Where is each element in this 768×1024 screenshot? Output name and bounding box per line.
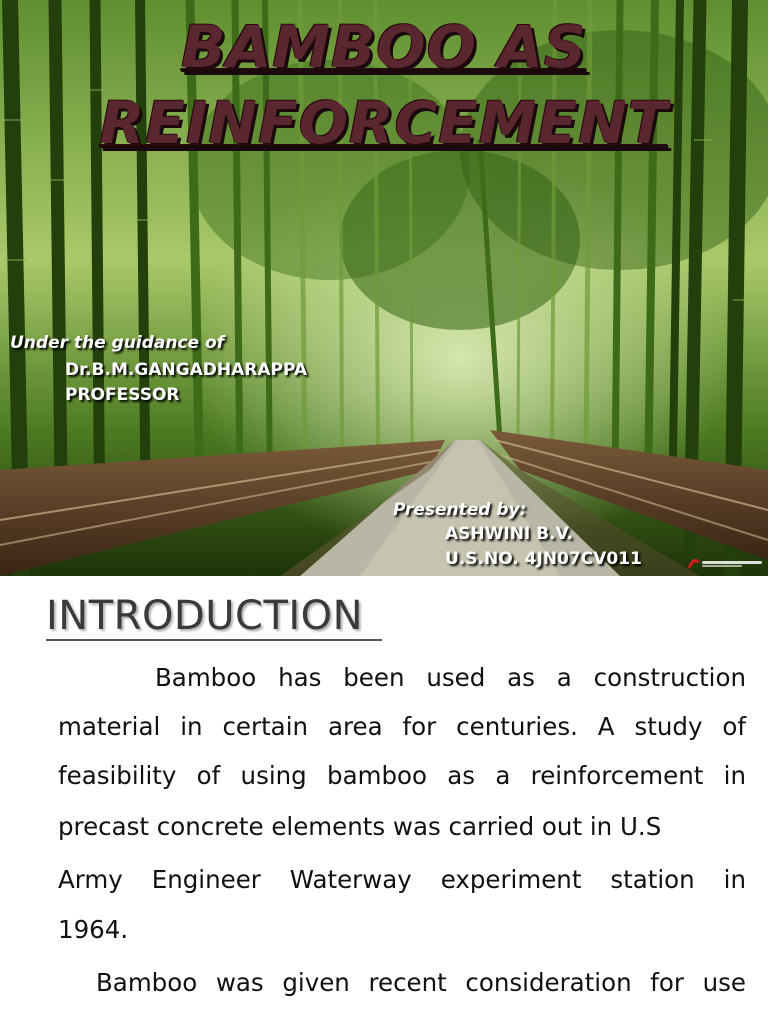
- guide-title: PROFESSOR: [65, 385, 180, 405]
- paragraph-line: Bamboo has been used as a construction: [155, 663, 746, 692]
- introduction-slide: [0, 576, 768, 1024]
- paragraph-line: Bamboo was given recent consideration for use: [96, 968, 746, 997]
- presented-by-label: Presented by:: [393, 500, 527, 520]
- presenter-name: ASHWINI B.V.: [445, 524, 574, 544]
- presenter-usn: U.S.NO. 4JN07CV011: [445, 549, 642, 569]
- introduction-heading: INTRODUCTION: [46, 593, 364, 639]
- paragraph-line: feasibility of using bamboo as a reinforcement in: [58, 761, 746, 790]
- paragraph-line: Army Engineer Waterway experiment station in: [58, 865, 746, 894]
- watermark-logo-icon: [686, 555, 766, 571]
- slide-title-line1: BAMBOO AS: [181, 13, 587, 81]
- paragraph-line: precast concrete elements was carried out in U.S: [58, 812, 662, 841]
- heading-underline: [46, 639, 382, 641]
- guidance-label: Under the guidance of: [10, 333, 225, 353]
- paragraph-line: material in certain area for centuries. A study of: [58, 712, 746, 741]
- guide-name: Dr.B.M.GANGADHARAPPA: [65, 360, 308, 380]
- slide-title-line2: REINFORCEMENT: [99, 89, 669, 157]
- paragraph-line: 1964.: [58, 915, 129, 944]
